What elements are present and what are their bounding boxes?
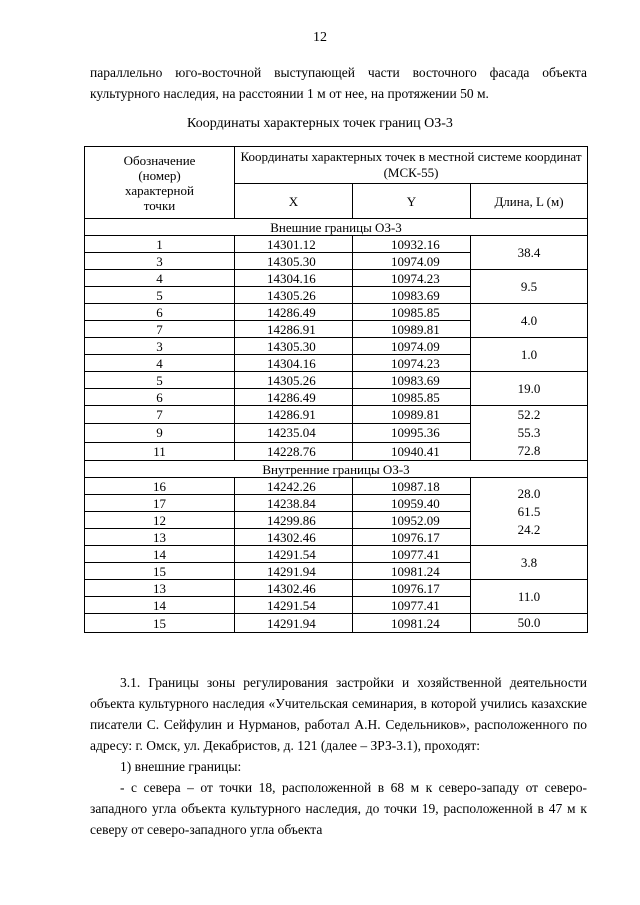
header-designation	[85, 147, 235, 219]
x-coordinate: 14228.76	[235, 442, 353, 460]
section-row	[85, 219, 588, 236]
point-number: 9	[85, 424, 235, 442]
point-number: 17	[85, 495, 235, 512]
table-title: Координаты характерных точек границ ОЗ-3	[187, 116, 453, 131]
y-coordinate: 10987.18	[353, 478, 471, 495]
table-row	[85, 406, 588, 424]
intro-paragraph	[90, 62, 587, 104]
point-number: 5	[85, 372, 235, 389]
point-number: 13	[85, 529, 235, 546]
y-coordinate: 10974.09	[353, 253, 471, 270]
segment-length	[471, 338, 588, 372]
table-row	[85, 614, 588, 633]
x-coordinate: 14291.94	[235, 614, 353, 633]
point-number: 14	[85, 546, 235, 563]
y-coordinate: 10985.85	[353, 304, 471, 321]
table-row	[85, 236, 588, 253]
segment-length-value: 4.0	[520, 312, 538, 328]
point-number: 3	[85, 253, 235, 270]
table-row	[85, 478, 588, 495]
segment-length	[471, 372, 588, 406]
point-number: 6	[85, 389, 235, 406]
header-length: Длина, L (м)	[471, 184, 588, 219]
y-coordinate: 10977.41	[353, 546, 471, 563]
intro-line-2: культурного наследия, на расстоянии 1 м от нее, на протяжении 50 м.	[90, 86, 489, 101]
intro-line-1: параллельно юго-восточной выступающей части восточного фасада объекта	[90, 65, 587, 80]
y-coordinate: 10974.23	[353, 355, 471, 372]
segment-length-value: 24.2	[517, 521, 541, 537]
x-coordinate: 14286.49	[235, 304, 353, 321]
header-designation-line: Обозначение	[123, 152, 196, 168]
x-coordinate: 14302.46	[235, 529, 353, 546]
x-coordinate: 14286.91	[235, 321, 353, 338]
point-number: 15	[85, 563, 235, 580]
table-row	[85, 546, 588, 563]
x-coordinate: 14286.49	[235, 389, 353, 406]
x-coordinate: 14286.91	[235, 406, 353, 424]
point-number: 1	[85, 236, 235, 253]
body-paragraph-3	[90, 777, 587, 840]
header-x: X	[235, 184, 353, 219]
point-number: 5	[85, 287, 235, 304]
x-coordinate: 14242.26	[235, 478, 353, 495]
y-coordinate: 10983.69	[353, 372, 471, 389]
section-title: Внутренние границы ОЗ-3	[85, 461, 588, 478]
header-y: Y	[353, 184, 471, 219]
x-coordinate: 14238.84	[235, 495, 353, 512]
x-coordinate: 14305.26	[235, 372, 353, 389]
x-coordinate: 14299.86	[235, 512, 353, 529]
point-number: 12	[85, 512, 235, 529]
y-coordinate: 10983.69	[353, 287, 471, 304]
segment-length	[471, 546, 588, 580]
y-coordinate: 10974.23	[353, 270, 471, 287]
section-title: Внешние границы ОЗ-3	[85, 219, 588, 236]
x-coordinate: 14304.16	[235, 270, 353, 287]
header-designation-line: точки	[143, 197, 176, 213]
y-coordinate: 10981.24	[353, 563, 471, 580]
y-coordinate: 10985.85	[353, 389, 471, 406]
segment-length-value: 52.2	[517, 407, 541, 422]
x-coordinate: 14305.26	[235, 287, 353, 304]
table-row	[85, 580, 588, 597]
point-number: 4	[85, 355, 235, 372]
coordinates-table-body	[85, 219, 588, 633]
header-coords-group: Координаты характерных точек в местной системе координат (МСК-55)	[235, 147, 588, 184]
point-number: 15	[85, 614, 235, 633]
point-number: 16	[85, 478, 235, 495]
point-number: 7	[85, 406, 235, 424]
point-number: 4	[85, 270, 235, 287]
y-coordinate: 10989.81	[353, 321, 471, 338]
x-coordinate: 14305.30	[235, 338, 353, 355]
page-number: 12	[313, 30, 327, 45]
segment-length	[471, 236, 588, 270]
segment-length	[471, 478, 588, 546]
header-designation-line: характерной	[125, 182, 194, 198]
segment-length-value: 28.0	[517, 485, 541, 501]
x-coordinate: 14291.54	[235, 597, 353, 614]
body-paragraph-2-text: 1) внешние границы:	[120, 759, 242, 774]
body-paragraph-1	[90, 672, 587, 756]
segment-length-value: 72.8	[517, 443, 541, 458]
x-coordinate: 14291.54	[235, 546, 353, 563]
segment-length-value: 9.5	[520, 278, 538, 294]
point-number: 3	[85, 338, 235, 355]
y-coordinate: 10981.24	[353, 614, 471, 633]
coordinates-table	[84, 146, 588, 633]
segment-length	[471, 270, 588, 304]
segment-length	[471, 614, 588, 633]
x-coordinate: 14304.16	[235, 355, 353, 372]
segment-length-value: 19.0	[517, 380, 541, 396]
point-number: 11	[85, 442, 235, 460]
point-number: 7	[85, 321, 235, 338]
y-coordinate: 10940.41	[353, 442, 471, 460]
point-number: 6	[85, 304, 235, 321]
body-paragraph-1-text: 3.1. Границы зоны регулирования застройки и хозяйственной деятельности объекта культурного наследия «Учительская семинария, в которой учились казахские писатели С. Сейфулин и Нурманов, работал А.Н. Седельников», расположенного по адресу: г. Омск, ул. Декабристов, д. 121 (далее – ЗРЗ-3.1), проходят:	[90, 675, 587, 753]
x-coordinate: 14301.12	[235, 236, 353, 253]
segment-length-value: 50.0	[517, 615, 541, 630]
segment-length-value: 55.3	[517, 425, 541, 440]
table-row	[85, 372, 588, 389]
y-coordinate: 10932.16	[353, 236, 471, 253]
table-row	[85, 304, 588, 321]
point-number: 13	[85, 580, 235, 597]
y-coordinate: 10974.09	[353, 338, 471, 355]
segment-length-value: 11.0	[517, 588, 541, 604]
segment-length-value: 1.0	[520, 346, 538, 362]
segment-length	[471, 580, 588, 614]
y-coordinate: 10977.41	[353, 597, 471, 614]
section-row	[85, 461, 588, 478]
x-coordinate: 14291.94	[235, 563, 353, 580]
y-coordinate: 10959.40	[353, 495, 471, 512]
segment-length-value: 38.4	[517, 244, 541, 260]
segment-length-value: 3.8	[520, 554, 538, 570]
x-coordinate: 14302.46	[235, 580, 353, 597]
segment-length	[471, 304, 588, 338]
x-coordinate: 14305.30	[235, 253, 353, 270]
y-coordinate: 10952.09	[353, 512, 471, 529]
table-row	[85, 338, 588, 355]
x-coordinate: 14235.04	[235, 424, 353, 442]
point-number: 14	[85, 597, 235, 614]
y-coordinate: 10995.36	[353, 424, 471, 442]
y-coordinate: 10989.81	[353, 406, 471, 424]
segment-length	[471, 406, 588, 461]
y-coordinate: 10976.17	[353, 580, 471, 597]
table-row	[85, 270, 588, 287]
body-paragraph-3-text: - с севера – от точки 18, расположенной в 68 м к северо-западу от северо-западного угла объекта культурного наследия, до точки 19, расположенной в 47 м к северу от северо-западного угла объекта	[90, 780, 587, 837]
header-designation-line: (номер)	[138, 167, 181, 183]
segment-length-value: 61.5	[517, 503, 541, 519]
y-coordinate: 10976.17	[353, 529, 471, 546]
body-paragraph-2	[90, 756, 587, 777]
